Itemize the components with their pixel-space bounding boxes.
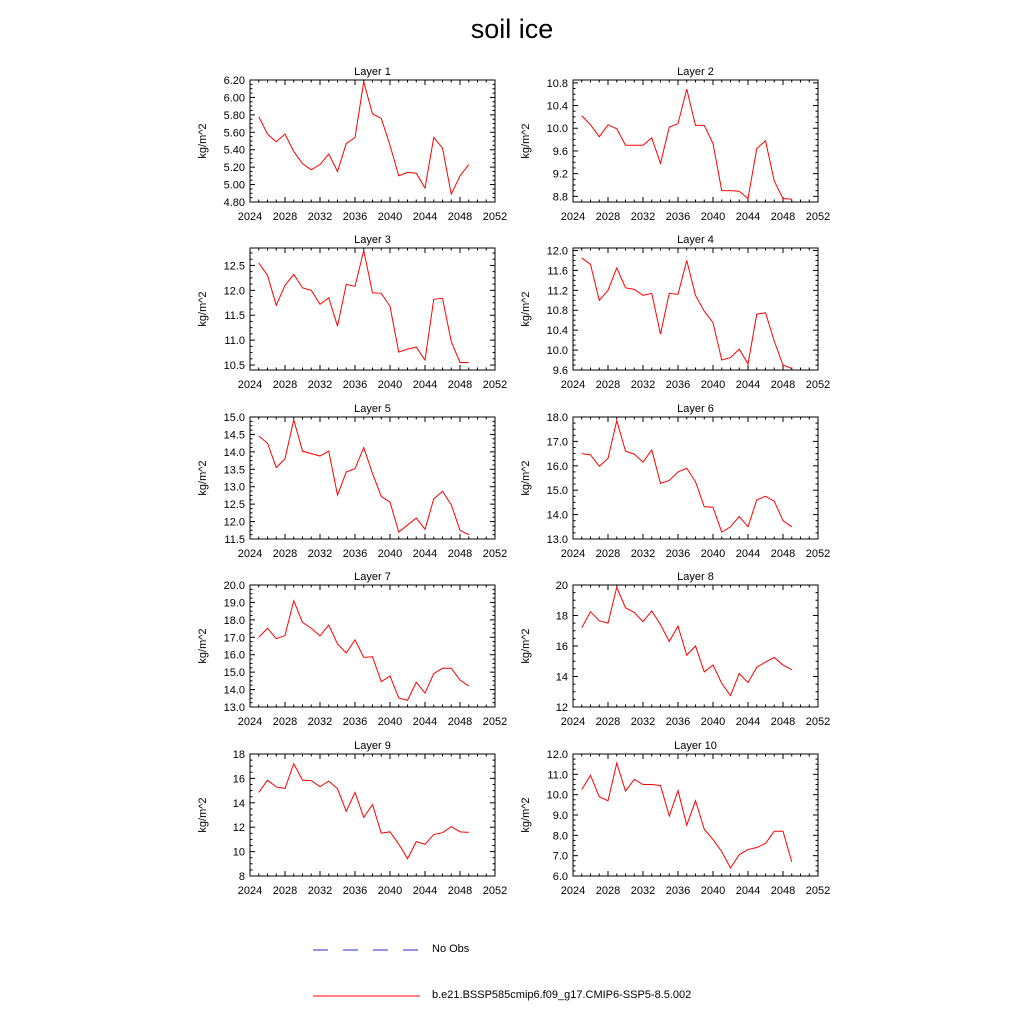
y-tick-label: 10.0 (546, 345, 568, 358)
y-tick-label: 16 (232, 773, 245, 786)
y-tick-label: 17.0 (223, 632, 245, 645)
y-tick-label: 12.0 (223, 516, 245, 529)
y-tick-label: 16.0 (546, 460, 568, 473)
y-tick-label: 10.5 (223, 360, 245, 373)
y-tick-label: 10 (232, 846, 245, 859)
series-line (259, 420, 469, 535)
x-tick-label: 2032 (307, 379, 333, 391)
y-tick-label: 13.0 (546, 534, 568, 546)
x-tick-label: 2048 (447, 379, 473, 391)
x-tick-label: 2048 (447, 548, 473, 560)
y-tick-label: 15.0 (223, 412, 245, 424)
y-tick-label: 5.80 (223, 109, 245, 122)
x-tick-label: 2044 (412, 885, 438, 897)
y-tick-label: 10.4 (546, 100, 568, 113)
y-tick-label: 19.0 (223, 597, 245, 610)
plot-frame (573, 417, 818, 539)
x-tick-label: 2036 (665, 379, 691, 391)
x-tick-label: 2048 (770, 885, 796, 897)
plot-frame (250, 417, 495, 539)
x-tick-label: 2048 (447, 716, 473, 728)
y-tick-label: 9.2 (552, 168, 568, 181)
y-axis-label: kg/m^2 (520, 123, 532, 159)
x-tick-label: 2040 (377, 379, 403, 391)
y-tick-label: 12.5 (223, 499, 245, 512)
y-tick-label: 11.6 (547, 265, 568, 278)
x-tick-label: 2028 (272, 885, 298, 897)
y-axis-label: kg/m^2 (197, 628, 209, 664)
x-tick-label: 2052 (482, 548, 508, 560)
x-tick-label: 2052 (805, 379, 831, 391)
y-tick-label: 18 (555, 610, 568, 623)
y-tick-label: 13.0 (223, 481, 245, 494)
y-tick-label: 6.20 (223, 75, 245, 87)
y-tick-label: 18 (232, 749, 245, 761)
y-tick-label: 12 (232, 822, 245, 835)
panel-4 (520, 234, 830, 391)
y-axis-label: kg/m^2 (520, 628, 532, 664)
x-tick-label: 2040 (700, 548, 726, 560)
plot-frame (250, 585, 495, 707)
panel-10 (520, 740, 830, 897)
x-tick-label: 2032 (307, 716, 333, 728)
series-line (259, 764, 469, 859)
plot-frame (250, 80, 495, 202)
x-tick-label: 2032 (307, 885, 333, 897)
x-tick-label: 2044 (735, 211, 761, 223)
y-tick-label: 8.8 (552, 191, 568, 204)
x-tick-label: 2024 (560, 211, 586, 223)
y-tick-label: 14 (232, 797, 245, 810)
series-line (582, 587, 792, 695)
figure-title: soil ice (470, 14, 554, 44)
y-tick-label: 18.0 (223, 614, 245, 627)
x-tick-label: 2040 (700, 716, 726, 728)
y-tick-label: 11.5 (224, 310, 245, 323)
x-tick-label: 2048 (770, 716, 796, 728)
x-tick-label: 2028 (595, 885, 621, 897)
x-tick-label: 2048 (770, 548, 796, 560)
y-tick-label: 14.0 (223, 684, 245, 697)
x-tick-label: 2048 (447, 211, 473, 223)
x-tick-label: 2044 (412, 379, 438, 391)
panel-title: Layer 3 (354, 234, 391, 246)
y-tick-label: 16.0 (223, 649, 245, 662)
y-tick-label: 11.5 (224, 534, 245, 546)
series-line (582, 89, 792, 199)
x-tick-label: 2032 (630, 211, 656, 223)
x-tick-label: 2028 (595, 716, 621, 728)
x-tick-label: 2032 (630, 716, 656, 728)
x-tick-label: 2028 (272, 548, 298, 560)
x-tick-label: 2040 (700, 885, 726, 897)
x-tick-label: 2028 (595, 548, 621, 560)
x-tick-label: 2052 (482, 211, 508, 223)
x-tick-label: 2032 (630, 885, 656, 897)
y-tick-label: 20 (555, 580, 568, 592)
panel-title: Layer 9 (354, 740, 391, 752)
y-tick-label: 5.40 (223, 144, 245, 157)
x-tick-label: 2036 (665, 716, 691, 728)
y-tick-label: 9.6 (552, 145, 568, 158)
y-tick-label: 12 (555, 702, 568, 714)
y-axis-label: kg/m^2 (520, 460, 532, 496)
panel-6 (520, 403, 830, 560)
x-tick-label: 2052 (805, 548, 831, 560)
y-axis-label: kg/m^2 (197, 123, 209, 159)
panel-title: Layer 10 (674, 740, 717, 752)
y-tick-label: 20.0 (223, 580, 245, 592)
panel-title: Layer 4 (677, 234, 714, 246)
y-tick-label: 15.0 (223, 667, 245, 680)
plot-frame (573, 80, 818, 202)
y-tick-label: 12.5 (223, 260, 245, 273)
x-tick-label: 2052 (482, 885, 508, 897)
x-tick-label: 2048 (770, 379, 796, 391)
y-tick-label: 11.0 (224, 335, 245, 348)
x-tick-label: 2044 (735, 379, 761, 391)
x-tick-label: 2052 (805, 885, 831, 897)
x-tick-label: 2024 (560, 379, 586, 391)
y-tick-label: 11.0 (547, 769, 568, 782)
x-tick-label: 2032 (630, 548, 656, 560)
x-tick-label: 2036 (665, 211, 691, 223)
y-tick-label: 14.5 (223, 429, 245, 442)
y-axis-label: kg/m^2 (520, 797, 532, 833)
y-tick-label: 6.00 (223, 92, 245, 105)
y-tick-label: 10.0 (546, 123, 568, 136)
panel-9 (197, 740, 507, 897)
x-tick-label: 2044 (412, 716, 438, 728)
x-tick-label: 2040 (377, 716, 403, 728)
x-tick-label: 2040 (377, 211, 403, 223)
x-tick-label: 2036 (342, 548, 368, 560)
y-axis-label: kg/m^2 (197, 797, 209, 833)
x-tick-label: 2028 (272, 211, 298, 223)
panel-2 (520, 66, 830, 223)
y-tick-label: 8 (238, 871, 245, 883)
x-tick-label: 2044 (735, 885, 761, 897)
y-tick-label: 14.0 (223, 446, 245, 459)
series-line (259, 250, 469, 362)
y-tick-label: 9.6 (552, 365, 568, 377)
y-axis-label: kg/m^2 (197, 460, 209, 496)
y-tick-label: 8.0 (552, 830, 568, 843)
series-line (582, 763, 792, 868)
plot-frame (250, 754, 495, 876)
x-tick-label: 2036 (665, 548, 691, 560)
x-tick-label: 2024 (560, 548, 586, 560)
y-tick-label: 5.00 (223, 179, 245, 192)
x-tick-label: 2044 (735, 716, 761, 728)
y-tick-label: 14 (555, 671, 568, 684)
y-tick-label: 16 (555, 641, 568, 653)
x-tick-label: 2024 (237, 211, 263, 223)
y-tick-label: 14.0 (546, 509, 568, 522)
x-tick-label: 2036 (342, 885, 368, 897)
panel-5 (197, 403, 507, 560)
y-tick-label: 17.0 (546, 436, 568, 449)
x-tick-label: 2036 (342, 716, 368, 728)
x-tick-label: 2040 (377, 548, 403, 560)
x-tick-label: 2036 (665, 885, 691, 897)
x-tick-label: 2040 (700, 379, 726, 391)
series-line (259, 82, 469, 194)
legend-label-model: b.e21.BSSP585cmip6.f09_g17.CMIP6-SSP5-8.5.002 (432, 989, 692, 1001)
y-tick-label: 10.8 (546, 77, 568, 90)
plot-frame (573, 248, 818, 370)
x-tick-label: 2024 (237, 885, 263, 897)
y-tick-label: 10.8 (546, 305, 568, 318)
x-tick-label: 2032 (307, 548, 333, 560)
y-tick-label: 4.80 (223, 197, 245, 209)
x-tick-label: 2036 (342, 379, 368, 391)
x-tick-label: 2052 (482, 379, 508, 391)
y-axis-label: kg/m^2 (520, 291, 532, 327)
panel-7 (197, 571, 507, 728)
x-tick-label: 2032 (630, 379, 656, 391)
y-tick-label: 5.60 (223, 127, 245, 140)
panel-title: Layer 1 (354, 66, 391, 78)
y-tick-label: 7.0 (552, 850, 568, 863)
y-tick-label: 12.0 (546, 245, 568, 258)
x-tick-label: 2028 (595, 211, 621, 223)
series-line (582, 421, 792, 533)
x-tick-label: 2048 (447, 885, 473, 897)
x-tick-label: 2024 (237, 548, 263, 560)
legend-label-no-obs: No Obs (432, 943, 470, 955)
x-tick-label: 2040 (700, 211, 726, 223)
x-tick-label: 2052 (805, 716, 831, 728)
plot-frame (573, 754, 818, 876)
panel-title: Layer 6 (677, 403, 714, 415)
x-tick-label: 2044 (735, 548, 761, 560)
x-tick-label: 2052 (805, 211, 831, 223)
y-axis-label: kg/m^2 (197, 291, 209, 327)
x-tick-label: 2024 (237, 379, 263, 391)
x-tick-label: 2028 (272, 379, 298, 391)
x-tick-label: 2044 (412, 211, 438, 223)
x-tick-label: 2024 (560, 716, 586, 728)
y-tick-label: 10.0 (546, 789, 568, 802)
panel-1 (197, 66, 507, 223)
panel-title: Layer 8 (677, 571, 714, 583)
y-tick-label: 6.0 (552, 871, 568, 883)
x-tick-label: 2036 (342, 211, 368, 223)
panel-title: Layer 5 (354, 403, 391, 415)
series-line (582, 258, 792, 369)
x-tick-label: 2028 (272, 716, 298, 728)
y-tick-label: 15.0 (546, 485, 568, 498)
y-tick-label: 9.0 (552, 810, 568, 822)
y-tick-label: 18.0 (546, 412, 568, 424)
y-tick-label: 10.4 (546, 325, 568, 338)
x-tick-label: 2048 (770, 211, 796, 223)
y-tick-label: 5.20 (223, 162, 245, 175)
y-tick-label: 12.0 (223, 285, 245, 298)
x-tick-label: 2044 (412, 548, 438, 560)
y-tick-label: 13.0 (223, 702, 245, 714)
panel-3 (197, 234, 507, 391)
plot-frame (250, 248, 495, 370)
x-tick-label: 2052 (482, 716, 508, 728)
x-tick-label: 2040 (377, 885, 403, 897)
y-tick-label: 11.2 (547, 285, 568, 298)
x-tick-label: 2032 (307, 211, 333, 223)
x-tick-label: 2024 (237, 716, 263, 728)
x-tick-label: 2028 (595, 379, 621, 391)
y-tick-label: 12.0 (546, 749, 568, 761)
x-tick-label: 2024 (560, 885, 586, 897)
panel-title: Layer 2 (677, 66, 714, 78)
panel-8 (520, 571, 830, 728)
y-tick-label: 13.5 (223, 464, 245, 477)
series-line (259, 601, 469, 701)
panel-title: Layer 7 (354, 571, 391, 583)
